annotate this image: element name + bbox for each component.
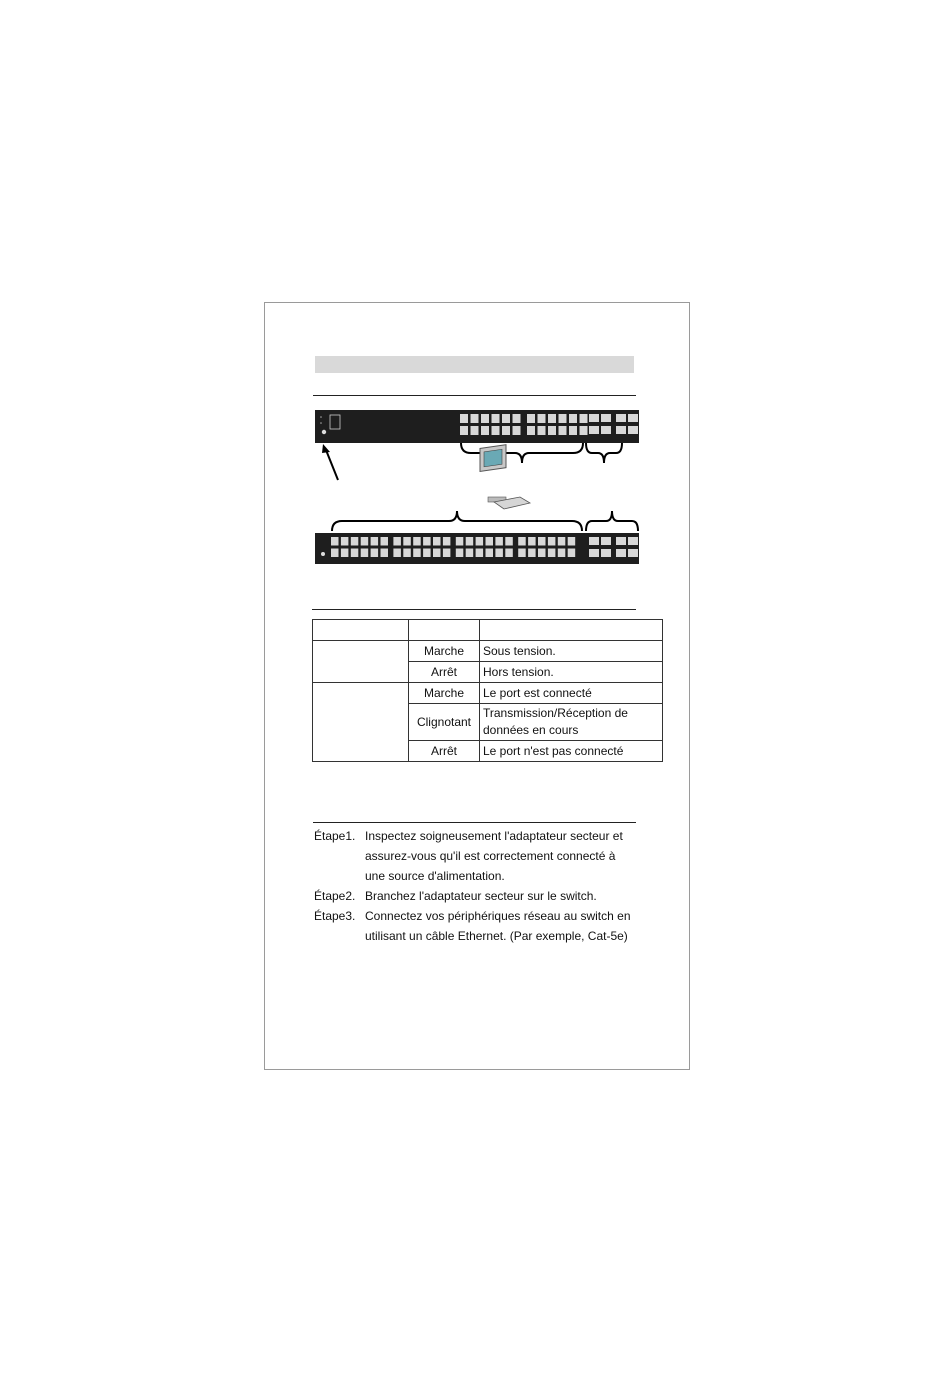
rj45-port bbox=[538, 537, 546, 546]
section-rule-2 bbox=[312, 609, 636, 610]
rj45-port bbox=[492, 414, 500, 423]
rj45-port bbox=[471, 414, 479, 423]
rj45-port bbox=[403, 549, 411, 558]
sfp-port bbox=[628, 549, 638, 557]
step-label: Étape1. bbox=[314, 829, 356, 843]
rj45-port bbox=[341, 537, 349, 546]
sfp-port bbox=[589, 537, 599, 545]
rj45-port bbox=[413, 549, 421, 558]
rj45-port bbox=[351, 537, 359, 546]
sfp-port bbox=[616, 537, 626, 545]
rj45-port bbox=[381, 549, 389, 558]
rj45-port bbox=[460, 426, 468, 435]
rj45-port bbox=[559, 426, 567, 435]
rj45-port bbox=[351, 549, 359, 558]
description-cell: Sous tension. bbox=[480, 641, 663, 662]
rj45-port bbox=[460, 414, 468, 423]
rj45-port bbox=[471, 426, 479, 435]
rj45-port bbox=[548, 426, 556, 435]
rj45-port bbox=[371, 549, 379, 558]
brace-icon bbox=[586, 443, 622, 463]
rj45-port bbox=[548, 549, 556, 558]
step-text: Inspectez soigneusement l'adaptateur secteur et assurez-vous qu'il est correctement connecté à une source d'alimentation. bbox=[365, 829, 623, 883]
rj45-port bbox=[548, 414, 556, 423]
rj45-port bbox=[486, 537, 494, 546]
sfp-port bbox=[589, 426, 599, 434]
rj45-port bbox=[371, 537, 379, 546]
rj45-port bbox=[393, 537, 401, 546]
sfp-port bbox=[601, 426, 611, 434]
rj45-port bbox=[331, 537, 339, 546]
table-row bbox=[313, 641, 663, 662]
sfp-port bbox=[589, 549, 599, 557]
rj45-port bbox=[433, 537, 441, 546]
rj45-port bbox=[527, 414, 535, 423]
table-header-row bbox=[313, 620, 663, 641]
rj45-port bbox=[569, 426, 577, 435]
step-label: Étape2. bbox=[314, 889, 356, 903]
rj45-port bbox=[527, 426, 535, 435]
rj45-port bbox=[558, 549, 566, 558]
rj45-port bbox=[538, 549, 546, 558]
rj45-port bbox=[456, 549, 464, 558]
rj45-port bbox=[502, 414, 510, 423]
rj45-port bbox=[423, 537, 431, 546]
sfp-port bbox=[628, 426, 638, 434]
rj45-port bbox=[443, 537, 451, 546]
rj45-port bbox=[495, 537, 503, 546]
rj45-port bbox=[518, 549, 526, 558]
rj45-port bbox=[505, 537, 513, 546]
step-text: Branchez l'adaptateur secteur sur le switch. bbox=[365, 889, 597, 903]
switch-diagram bbox=[312, 405, 644, 577]
rj45-port bbox=[481, 426, 489, 435]
rj45-port bbox=[361, 549, 369, 558]
sfp-port bbox=[616, 414, 626, 422]
indicator-cell bbox=[313, 683, 409, 762]
rj45-port bbox=[538, 426, 546, 435]
rj45-port bbox=[538, 414, 546, 423]
rj45-port bbox=[466, 537, 474, 546]
rj45-port bbox=[518, 537, 526, 546]
reset-button bbox=[322, 430, 326, 434]
rj45-port bbox=[331, 549, 339, 558]
rj45-port bbox=[466, 549, 474, 558]
description-cell: Hors tension. bbox=[480, 662, 663, 683]
rj45-port bbox=[513, 426, 521, 435]
rj45-port bbox=[502, 426, 510, 435]
rj45-port bbox=[361, 537, 369, 546]
status-cell: Arrêt bbox=[409, 662, 480, 683]
rj45-port bbox=[505, 549, 513, 558]
sfp-port bbox=[628, 537, 638, 545]
rj45-port bbox=[443, 549, 451, 558]
switch-48-port bbox=[315, 533, 639, 564]
indicator-cell bbox=[313, 641, 409, 683]
rj45-port bbox=[568, 537, 576, 546]
rj45-port bbox=[481, 414, 489, 423]
installation-steps bbox=[314, 826, 644, 946]
rj45-port bbox=[423, 549, 431, 558]
rj45-port bbox=[580, 426, 588, 435]
rj45-port bbox=[492, 426, 500, 435]
brace-icon bbox=[586, 511, 638, 531]
section-rule-3 bbox=[313, 822, 636, 823]
status-cell: Marche bbox=[409, 683, 480, 704]
step-item bbox=[314, 906, 644, 946]
brace-icon bbox=[461, 443, 583, 463]
section-heading-bar bbox=[315, 356, 634, 373]
step-label: Étape3. bbox=[314, 909, 356, 923]
rj45-port bbox=[580, 414, 588, 423]
sfp-port bbox=[616, 549, 626, 557]
table-row bbox=[313, 683, 663, 704]
rj45-port bbox=[476, 537, 484, 546]
rj45-port bbox=[476, 549, 484, 558]
arrow-icon bbox=[322, 444, 338, 480]
rj45-port bbox=[495, 549, 503, 558]
rj45-port bbox=[548, 537, 556, 546]
description-cell: Transmission/Réception de données en cours bbox=[480, 704, 663, 741]
rj45-port bbox=[513, 414, 521, 423]
step-item bbox=[314, 886, 644, 906]
computer-icon bbox=[480, 445, 530, 509]
rj45-port bbox=[558, 537, 566, 546]
rj45-port bbox=[413, 537, 421, 546]
status-cell: Clignotant bbox=[409, 704, 480, 741]
sfp-port bbox=[616, 426, 626, 434]
status-cell: Marche bbox=[409, 641, 480, 662]
rj45-port bbox=[568, 549, 576, 558]
section-rule-1 bbox=[313, 395, 636, 396]
rj45-port bbox=[528, 537, 536, 546]
description-cell: Le port est connecté bbox=[480, 683, 663, 704]
rj45-port bbox=[403, 537, 411, 546]
rj45-port bbox=[433, 549, 441, 558]
brace-icon bbox=[332, 511, 582, 531]
sfp-port bbox=[628, 414, 638, 422]
step-text: Connectez vos périphériques réseau au switch en utilisant un câble Ethernet. (Par exemple, Cat-5e) bbox=[365, 909, 631, 943]
switch-24-port bbox=[315, 410, 639, 443]
led-status-table bbox=[312, 619, 663, 762]
status-cell: Arrêt bbox=[409, 741, 480, 762]
sfp-port bbox=[589, 414, 599, 422]
rj45-port bbox=[381, 537, 389, 546]
rj45-port bbox=[341, 549, 349, 558]
rj45-port bbox=[528, 549, 536, 558]
sfp-port bbox=[601, 549, 611, 557]
rj45-port bbox=[393, 549, 401, 558]
description-cell: Le port n'est pas connecté bbox=[480, 741, 663, 762]
rj45-port bbox=[559, 414, 567, 423]
rj45-port bbox=[569, 414, 577, 423]
step-item bbox=[314, 826, 644, 886]
rj45-port bbox=[456, 537, 464, 546]
sfp-port bbox=[601, 414, 611, 422]
sfp-port bbox=[601, 537, 611, 545]
rj45-port bbox=[486, 549, 494, 558]
